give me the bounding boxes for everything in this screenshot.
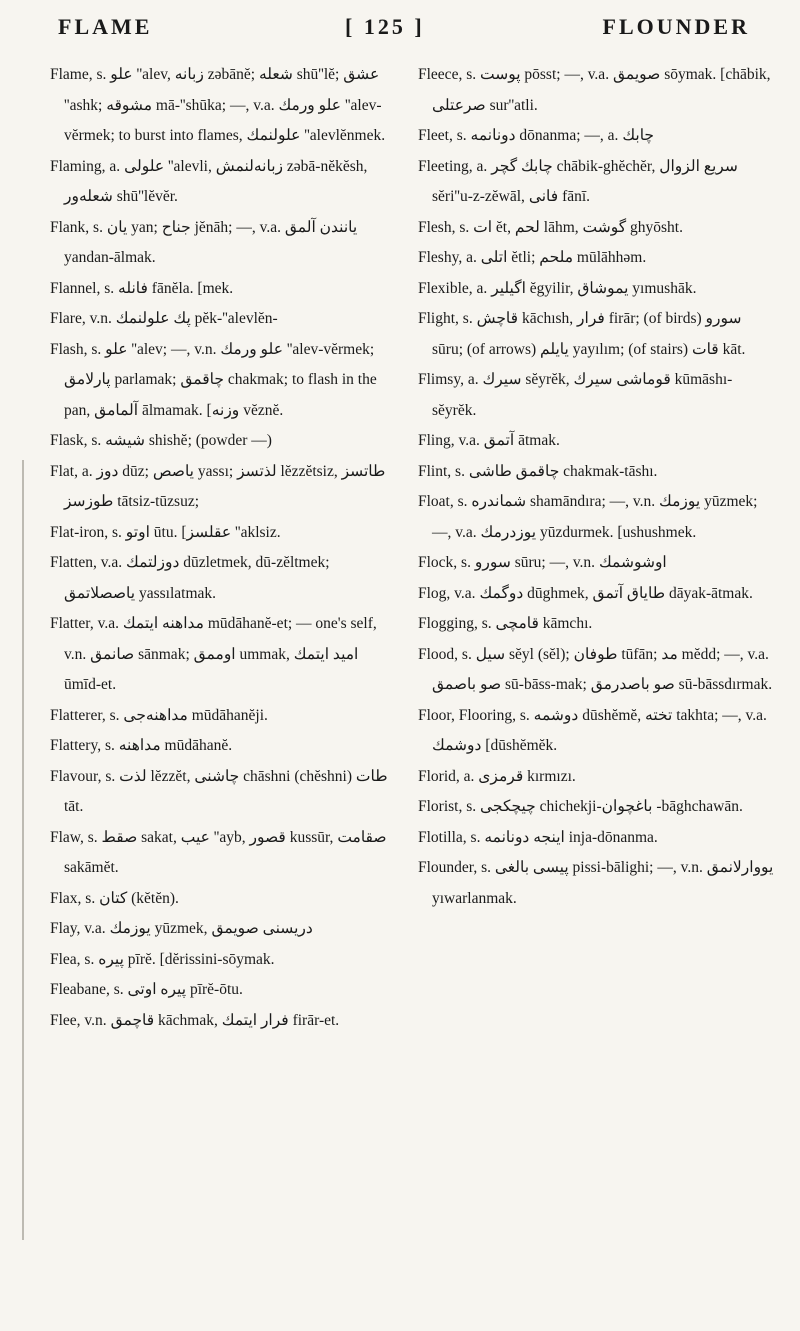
- dictionary-entry: Flask, s. شيشه shishĕ; (powder —): [50, 432, 272, 449]
- left-column: [50, 60, 390, 1322]
- dictionary-entry: Flat-iron, s. اوتو ūtu. [عقلسز ''aklsiz.: [50, 523, 281, 541]
- dictionary-entry: Fling, v.a. آتمق ātmak.: [418, 432, 560, 449]
- dictionary-entry: Fleeting, a. چابك گچر chābik-ghĕchĕr, سريع الزوال sĕri''u-z-zĕwāl, فانى fānī.: [418, 157, 738, 205]
- dictionary-entry: Florid, a. قرمزى kırmızı.: [418, 767, 576, 785]
- dictionary-entry: Flannel, s. فانله fānĕla. [mek.: [50, 279, 234, 297]
- dictionary-entry: Flare, v.n. پك علولنمك pĕk-''alevlĕn-: [50, 310, 278, 327]
- dictionary-entry: Flay, v.a. يوزمك yūzmek, دريسنى صويمق: [50, 920, 313, 937]
- dictionary-entry: Fleet, s. دونانمه dōnanma; —, a. چابك: [418, 127, 654, 144]
- dictionary-entry: Flaw, s. صقط sakat, عيب ''ayb, قصور kussūr, صقامت sakāmĕt.: [50, 828, 387, 876]
- dictionary-entry: Flounder, s. پيسى بالغى pissi-bālighi; —, v.n. يووارلانمق yıwarlanmak.: [418, 859, 774, 907]
- dictionary-entry: Flint, s. چاقمق طاشى chakmak-tāshı.: [418, 462, 658, 480]
- page-number: [ 125 ]: [345, 14, 425, 39]
- right-column: [418, 60, 776, 1322]
- dictionary-entry: Flog, v.a. دوگمك dūghmek, طاياق آتمق dāyak-ātmak.: [418, 584, 753, 602]
- dictionary-entry: Floor, Flooring, s. دوشمه dūshĕmĕ, تخته takhta; —, v.a. دوشمك [dūshĕmĕk.: [418, 706, 767, 754]
- dictionary-entry: Fleabane, s. پيره اوتى pīrĕ-ōtu.: [50, 981, 243, 998]
- dictionary-entry: Fleece, s. پوست pōsst; —, v.a. صويمق sōymak. [chābik, صرعتلى sur''atli.: [418, 66, 771, 114]
- dictionary-entry: Flea, s. پيره pīrĕ. [dĕrissini-sōymak.: [50, 950, 275, 968]
- dictionary-entry: Flotilla, s. اينجه دونانمه inja-dōnanma.: [418, 828, 658, 846]
- dictionary-entry: Flash, s. علو ''alev; —, v.n. علو ورمك ''alev-vĕrmek; پارلامق parlamak; چاقمق chakmak; to flash in the pan, آلمامق ālmamak. [وزنه vĕznĕ.: [50, 340, 377, 419]
- left-guide-word: FLAME: [58, 14, 153, 39]
- dictionary-entry: Float, s. شماندره shamāndıra; —, v.n. يوزمك yūzmek; —, v.a. يوزدرمك yūzdurmek. [ushushmek.: [418, 493, 758, 541]
- dictionary-entry: Flax, s. كتان (kĕtĕn).: [50, 889, 179, 907]
- dictionary-entry: Flatter, v.a. مداهنه ايتمك mūdāhanĕ-et; — one's self, v.n. صانمق sānmak; اوممق ummak, اميد ايتمك ūmīd-et.: [50, 615, 377, 693]
- dictionary-entry: Flock, s. سورو sūru; —, v.n. اوشوشمك: [418, 554, 667, 571]
- dictionary-entry: Flaming, a. علولى ''alevli, زبانه‌لنمش zəbā-nĕkĕsh, شعله‌ور shū''lĕvĕr.: [50, 157, 368, 205]
- dictionary-entry: Flight, s. قاچش kāchısh, فرار firār; (of birds) سورو sūru; (of arrows) يايلم yayılım; (of stairs) قات kāt.: [418, 310, 746, 358]
- dictionary-entry: Flood, s. سيل sĕyl (sĕl); طوفان tūfān; مد mĕdd; —, v.a. صو باصمق sū-bāss-mak; صو باصدرمق sū-bāssdırmak.: [418, 645, 773, 693]
- running-head: [40, 14, 760, 48]
- dictionary-entry: Flavour, s. لذت lĕzzĕt, چاشنى chāshni (chĕshni) طات tāt.: [50, 767, 388, 815]
- dictionary-entry: Fleshy, a. اتلى ĕtli; ملحم mūlāhhəm.: [418, 249, 647, 266]
- dictionary-entry: Flame, s. علو ''alev, زبانه zəbānĕ; شعله shū''lĕ; عشق ''ashk; مشوقه mā-''shūka; —, v.a. علو ورمك ''alev-vĕrmek; to burst into flames, علولنمك ''alevlĕnmek.: [50, 66, 386, 144]
- dictionary-entry: Florist, s. چيچكجى chichekji-باغچوان -bāghchawān.: [418, 798, 743, 815]
- dictionary-entry: Flat, a. دوز dūz; ياصص yassı; لذتسز lĕzzĕtsiz, طاتسز طوزسز tātsiz-tūzsuz;: [50, 462, 386, 510]
- dictionary-entry: Flatten, v.a. دوزلتمك dūzletmek, dū-zĕltmek; ياصصلاتمق yassılatmak.: [50, 554, 330, 602]
- dictionary-entry: Flexible, a. اگيلير ĕgyilir, يموشاق yımushāk.: [418, 279, 697, 297]
- dictionary-entry: Flesh, s. ات ĕt, لحم lāhm, گوشت ghyōsht.: [418, 218, 683, 236]
- dictionary-entry: Flattery, s. مداهنه mūdāhanĕ.: [50, 737, 233, 754]
- dictionary-entry: Flank, s. يان yan; جناح jĕnāh; —, v.a. يانندن آلمق yandan-ālmak.: [50, 218, 358, 266]
- column-edge-rule: [22, 460, 24, 1240]
- right-guide-word: FLOUNDER: [602, 14, 750, 39]
- dictionary-entry: Flimsy, a. سيرك sĕyrĕk, قوماشى سيرك kūmāshı-sĕyrĕk.: [418, 371, 733, 419]
- dictionary-entry: Flogging, s. قامچى kāmchı.: [418, 615, 593, 632]
- dictionary-entry: Flatterer, s. مداهنه‌جى mūdāhanĕji.: [50, 706, 268, 724]
- dictionary-entry: Flee, v.n. قاچمق kāchmak, فرار ايتمك firār-et.: [50, 1011, 340, 1029]
